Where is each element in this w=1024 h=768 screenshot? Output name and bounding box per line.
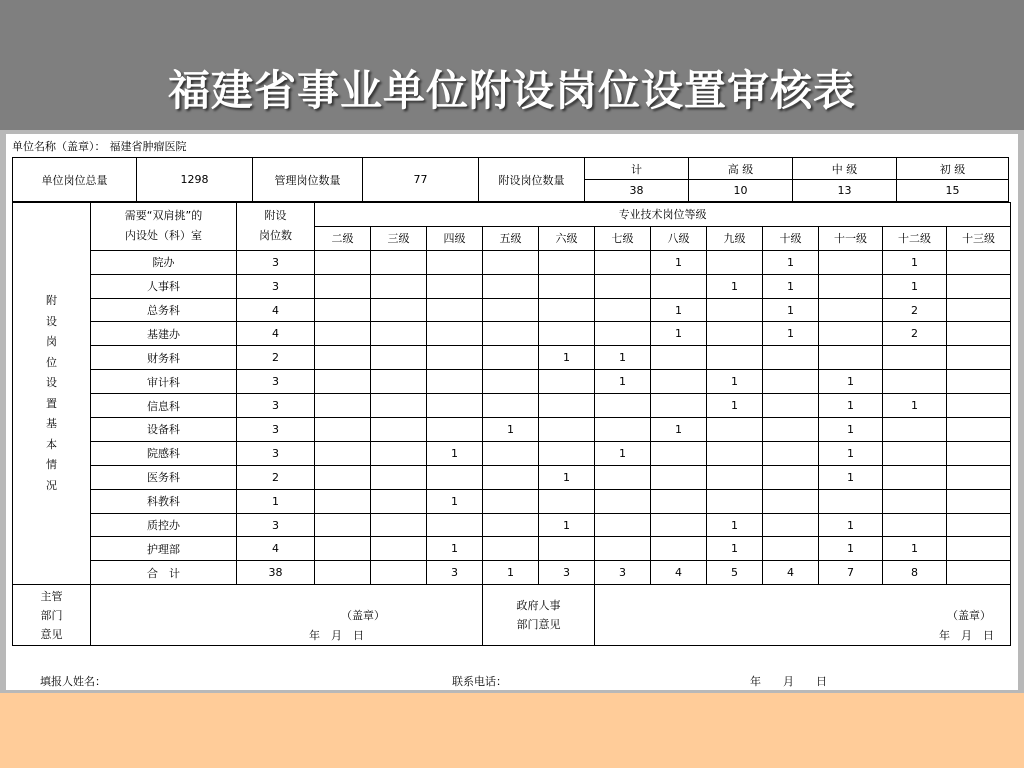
table-row <box>13 489 1011 513</box>
grade-cell <box>315 394 371 418</box>
grade-cell <box>883 418 947 442</box>
dept-name: 人事科 <box>91 274 237 298</box>
grade-cell <box>483 513 539 537</box>
grade-cell: 1 <box>651 250 707 274</box>
grade-cell <box>483 298 539 322</box>
post-count: 2 <box>237 346 315 370</box>
gov-hr-opinion-label <box>483 585 595 646</box>
grade-cell <box>651 346 707 370</box>
summary-col-junior-value: 15 <box>897 180 1009 202</box>
grade-cell: 1 <box>819 370 883 394</box>
grade-cell <box>427 418 483 442</box>
grade-cell: 7 <box>819 561 883 585</box>
dept-name: 护理部 <box>91 537 237 561</box>
grade-cell <box>947 250 1011 274</box>
grade-header-11: 十一级 <box>819 226 883 250</box>
grade-cell: 4 <box>651 561 707 585</box>
supervisor-label-line-1: 主管 <box>40 589 63 603</box>
grade-header-13: 十三级 <box>947 226 1011 250</box>
grade-cell <box>539 298 595 322</box>
summary-col-total-label: 计 <box>585 158 689 180</box>
grade-header-10: 十级 <box>763 226 819 250</box>
grade-cell <box>819 298 883 322</box>
supervisor-label-line-3: 意见 <box>40 627 63 641</box>
grade-cell: 2 <box>883 322 947 346</box>
grade-cell <box>707 298 763 322</box>
grade-cell <box>947 537 1011 561</box>
grade-cell <box>483 370 539 394</box>
grade-cell: 1 <box>651 322 707 346</box>
grade-cell <box>539 537 595 561</box>
grade-cell <box>763 465 819 489</box>
grade-cell: 1 <box>539 513 595 537</box>
grade-cell <box>371 322 427 346</box>
attached-posts-table <box>12 202 1011 646</box>
post-count: 1 <box>237 489 315 513</box>
grade-cell <box>883 370 947 394</box>
grade-cell: 3 <box>539 561 595 585</box>
grade-cell <box>947 513 1011 537</box>
grade-cell <box>371 513 427 537</box>
grade-cell <box>371 465 427 489</box>
grade-cell: 3 <box>427 561 483 585</box>
post-count: 4 <box>237 298 315 322</box>
grade-cell <box>883 346 947 370</box>
grade-cell <box>483 441 539 465</box>
table-row <box>13 322 1011 346</box>
section-label-char: 情 <box>46 458 57 472</box>
grade-cell <box>819 346 883 370</box>
table-row <box>13 441 1011 465</box>
grade-cell <box>947 346 1011 370</box>
grade-cell: 1 <box>707 274 763 298</box>
post-count: 3 <box>237 441 315 465</box>
grade-cell <box>539 441 595 465</box>
grade-cell <box>707 346 763 370</box>
grade-cell <box>427 513 483 537</box>
grade-cell <box>651 274 707 298</box>
grade-header-6: 六级 <box>539 226 595 250</box>
post-count: 4 <box>237 322 315 346</box>
grade-cell <box>539 274 595 298</box>
grade-group-header: 专业技术岗位等级 <box>315 203 1011 227</box>
grade-cell: 1 <box>819 513 883 537</box>
footer-date-text: 年 月 日 <box>750 675 827 688</box>
grade-cell <box>315 418 371 442</box>
grade-cell: 1 <box>595 346 651 370</box>
section-label-char: 岗 <box>46 335 57 349</box>
table-row <box>13 418 1011 442</box>
grade-cell <box>371 298 427 322</box>
grade-cell <box>763 537 819 561</box>
grade-cell <box>427 465 483 489</box>
mgmt-posts-label: 管理岗位数量 <box>253 158 363 202</box>
grade-cell <box>315 513 371 537</box>
grade-cell <box>763 418 819 442</box>
grade-cell: 1 <box>707 394 763 418</box>
grade-cell <box>315 250 371 274</box>
summary-col-senior-label: 高 级 <box>689 158 793 180</box>
table-row <box>13 513 1011 537</box>
grade-cell: 1 <box>883 394 947 418</box>
post-count: 3 <box>237 274 315 298</box>
grade-cell <box>483 250 539 274</box>
grade-cell <box>315 489 371 513</box>
dept-column-header <box>91 203 237 251</box>
section-label-char: 基 <box>46 417 57 431</box>
supervisor-opinion-area[interactable] <box>91 585 483 646</box>
grade-cell <box>651 489 707 513</box>
unit-name-value: 福建省肿瘤医院 <box>109 140 187 153</box>
grade-cell: 5 <box>707 561 763 585</box>
grade-cell <box>707 418 763 442</box>
grade-cell <box>427 298 483 322</box>
grade-cell: 1 <box>651 298 707 322</box>
grade-cell <box>707 489 763 513</box>
post-count: 2 <box>237 465 315 489</box>
contact-phone-label: 联系电话： <box>452 675 507 688</box>
grade-cell: 1 <box>483 561 539 585</box>
table-row <box>13 465 1011 489</box>
grade-cell <box>763 394 819 418</box>
table-row <box>13 274 1011 298</box>
dept-name: 信息科 <box>91 394 237 418</box>
grade-cell <box>371 346 427 370</box>
grade-cell <box>947 465 1011 489</box>
total-row <box>13 561 1011 585</box>
grade-cell: 1 <box>427 441 483 465</box>
table-row <box>13 346 1011 370</box>
grade-cell <box>427 274 483 298</box>
grade-cell <box>427 394 483 418</box>
grade-cell <box>483 274 539 298</box>
count-header-line-1: 附设 <box>264 209 287 223</box>
grade-cell <box>315 346 371 370</box>
grade-cell <box>315 274 371 298</box>
grade-cell <box>371 250 427 274</box>
grade-cell: 2 <box>883 298 947 322</box>
grade-cell <box>707 441 763 465</box>
grade-cell: 1 <box>707 537 763 561</box>
total-posts-value: 1298 <box>137 158 253 202</box>
grade-header-4: 四级 <box>427 226 483 250</box>
total-count: 38 <box>237 561 315 585</box>
table-row <box>13 250 1011 274</box>
gov-hr-label-line-1: 政府人事 <box>516 599 561 613</box>
grade-cell <box>371 370 427 394</box>
grade-cell: 1 <box>483 418 539 442</box>
grade-cell <box>539 418 595 442</box>
grade-cell <box>707 465 763 489</box>
gov-hr-opinion-area[interactable] <box>595 585 1011 646</box>
supervisor-opinion-label <box>13 585 91 646</box>
grade-cell <box>371 489 427 513</box>
grade-cell <box>483 489 539 513</box>
summary-col-middle-value: 13 <box>793 180 897 202</box>
dept-name: 基建办 <box>91 322 237 346</box>
section-label-char: 位 <box>46 355 57 369</box>
grade-cell <box>947 489 1011 513</box>
grade-cell <box>371 561 427 585</box>
grade-cell <box>947 370 1011 394</box>
grade-cell: 1 <box>427 537 483 561</box>
summary-col-total-value: 38 <box>585 180 689 202</box>
supervisor-label-line-2: 部门 <box>40 608 63 622</box>
grade-cell: 1 <box>763 274 819 298</box>
table-row <box>13 370 1011 394</box>
grade-cell <box>651 465 707 489</box>
grade-cell <box>883 441 947 465</box>
grade-cell: 1 <box>595 370 651 394</box>
grade-cell <box>483 346 539 370</box>
gov-hr-date-text: 年 月 日 <box>939 629 994 643</box>
grade-cell <box>595 394 651 418</box>
grade-cell <box>539 322 595 346</box>
grade-cell <box>947 561 1011 585</box>
grade-cell <box>595 322 651 346</box>
grade-cell: 1 <box>883 250 947 274</box>
grade-cell <box>427 322 483 346</box>
grade-cell: 8 <box>883 561 947 585</box>
grade-cell <box>315 537 371 561</box>
summary-col-middle-label: 中 级 <box>793 158 897 180</box>
grade-cell: 1 <box>819 394 883 418</box>
dept-name: 财务科 <box>91 346 237 370</box>
grade-header-3: 三级 <box>371 226 427 250</box>
grade-header-12: 十二级 <box>883 226 947 250</box>
supervisor-stamp-text: （盖章） <box>341 609 385 623</box>
gov-hr-label-line-2: 部门意见 <box>516 618 561 632</box>
count-header-line-2: 岗位数 <box>259 229 292 243</box>
unit-name-line <box>12 138 187 154</box>
grade-cell: 4 <box>763 561 819 585</box>
grade-cell <box>947 418 1011 442</box>
section-label-char: 设 <box>46 376 57 390</box>
dept-name: 院办 <box>91 250 237 274</box>
grade-cell <box>539 489 595 513</box>
dept-name: 设备科 <box>91 418 237 442</box>
grade-cell <box>763 346 819 370</box>
grade-cell: 1 <box>819 441 883 465</box>
dept-name: 总务科 <box>91 298 237 322</box>
grade-cell <box>427 346 483 370</box>
grade-cell: 1 <box>819 537 883 561</box>
grade-cell: 1 <box>539 465 595 489</box>
grade-cell <box>595 274 651 298</box>
grade-cell <box>539 370 595 394</box>
grade-cell <box>763 441 819 465</box>
supervisor-date-text: 年 月 日 <box>309 629 364 643</box>
grade-cell <box>595 298 651 322</box>
post-count: 3 <box>237 394 315 418</box>
total-label: 合 计 <box>91 561 237 585</box>
section-label-char: 况 <box>46 478 57 492</box>
summary-table <box>12 157 1009 202</box>
grade-cell: 1 <box>427 489 483 513</box>
post-count: 3 <box>237 250 315 274</box>
grade-cell <box>483 537 539 561</box>
grade-cell <box>371 537 427 561</box>
grade-cell <box>483 394 539 418</box>
grade-header-7: 七级 <box>595 226 651 250</box>
grade-cell <box>651 441 707 465</box>
grade-cell <box>427 250 483 274</box>
grade-cell: 1 <box>651 418 707 442</box>
grade-cell: 1 <box>539 346 595 370</box>
grade-cell <box>819 250 883 274</box>
dept-name: 院感科 <box>91 441 237 465</box>
unit-name-label: 单位名称（盖章）： <box>12 140 106 153</box>
grade-cell <box>371 418 427 442</box>
grade-cell: 1 <box>763 250 819 274</box>
grade-cell: 1 <box>763 298 819 322</box>
grade-cell <box>651 537 707 561</box>
attached-posts-label: 附设岗位数量 <box>479 158 585 202</box>
grade-cell <box>947 394 1011 418</box>
grade-cell <box>707 322 763 346</box>
grade-header-2: 二级 <box>315 226 371 250</box>
grade-cell: 1 <box>707 513 763 537</box>
post-count: 3 <box>237 418 315 442</box>
post-count: 3 <box>237 370 315 394</box>
grade-cell <box>883 513 947 537</box>
grade-cell <box>539 394 595 418</box>
grade-cell <box>595 465 651 489</box>
dept-header-line-2: 内设处（科）室 <box>125 229 202 243</box>
summary-col-senior-value: 10 <box>689 180 793 202</box>
grade-cell <box>427 370 483 394</box>
section-label-char: 置 <box>46 396 57 410</box>
table-row <box>13 394 1011 418</box>
grade-header-5: 五级 <box>483 226 539 250</box>
grade-cell: 3 <box>595 561 651 585</box>
grade-cell: 1 <box>595 441 651 465</box>
grade-cell <box>763 370 819 394</box>
dept-name: 质控办 <box>91 513 237 537</box>
mgmt-posts-value: 77 <box>363 158 479 202</box>
grade-cell <box>707 250 763 274</box>
dept-name: 审计科 <box>91 370 237 394</box>
grade-cell <box>371 394 427 418</box>
gov-hr-stamp-text: （盖章） <box>947 609 991 623</box>
grade-cell <box>883 489 947 513</box>
grade-cell <box>947 441 1011 465</box>
dept-header-line-1: 需要“双肩挑”的 <box>124 209 203 223</box>
table-row <box>13 298 1011 322</box>
grade-cell <box>371 441 427 465</box>
grade-cell <box>315 441 371 465</box>
grade-cell <box>315 298 371 322</box>
grade-cell <box>947 322 1011 346</box>
grade-cell <box>651 394 707 418</box>
grade-cell <box>651 370 707 394</box>
grade-cell <box>595 250 651 274</box>
table-row <box>13 537 1011 561</box>
dept-name: 医务科 <box>91 465 237 489</box>
total-posts-label: 单位岗位总量 <box>13 158 137 202</box>
grade-cell <box>819 489 883 513</box>
grade-cell <box>883 465 947 489</box>
grade-cell <box>315 370 371 394</box>
post-count: 4 <box>237 537 315 561</box>
grade-cell: 1 <box>819 465 883 489</box>
grade-cell: 1 <box>819 418 883 442</box>
grade-cell <box>819 322 883 346</box>
grade-cell: 1 <box>883 274 947 298</box>
grade-cell <box>371 274 427 298</box>
grade-header-8: 八级 <box>651 226 707 250</box>
grade-cell <box>819 274 883 298</box>
grade-cell <box>947 298 1011 322</box>
grade-cell: 1 <box>883 537 947 561</box>
grade-cell <box>947 274 1011 298</box>
section-label-char: 附 <box>46 294 57 308</box>
page-title: 福建省事业单位附设岗位设置审核表 <box>167 66 856 115</box>
grade-cell: 1 <box>707 370 763 394</box>
post-count: 3 <box>237 513 315 537</box>
grade-cell <box>315 465 371 489</box>
grade-cell <box>595 418 651 442</box>
grade-cell <box>595 489 651 513</box>
grade-cell <box>595 537 651 561</box>
grade-cell <box>595 513 651 537</box>
grade-cell: 1 <box>763 322 819 346</box>
grade-cell <box>315 322 371 346</box>
section-label-vertical <box>13 203 91 585</box>
summary-col-junior-label: 初 级 <box>897 158 1009 180</box>
grade-cell <box>763 489 819 513</box>
grade-cell <box>483 465 539 489</box>
grade-cell <box>483 322 539 346</box>
section-label-char: 本 <box>46 437 57 451</box>
grade-cell <box>651 513 707 537</box>
grade-cell <box>539 250 595 274</box>
count-column-header <box>237 203 315 251</box>
filler-name-label: 填报人姓名： <box>40 675 106 688</box>
grade-cell <box>315 561 371 585</box>
grade-cell <box>763 513 819 537</box>
dept-name: 科教科 <box>91 489 237 513</box>
section-label-char: 设 <box>46 314 57 328</box>
grade-header-9: 九级 <box>707 226 763 250</box>
